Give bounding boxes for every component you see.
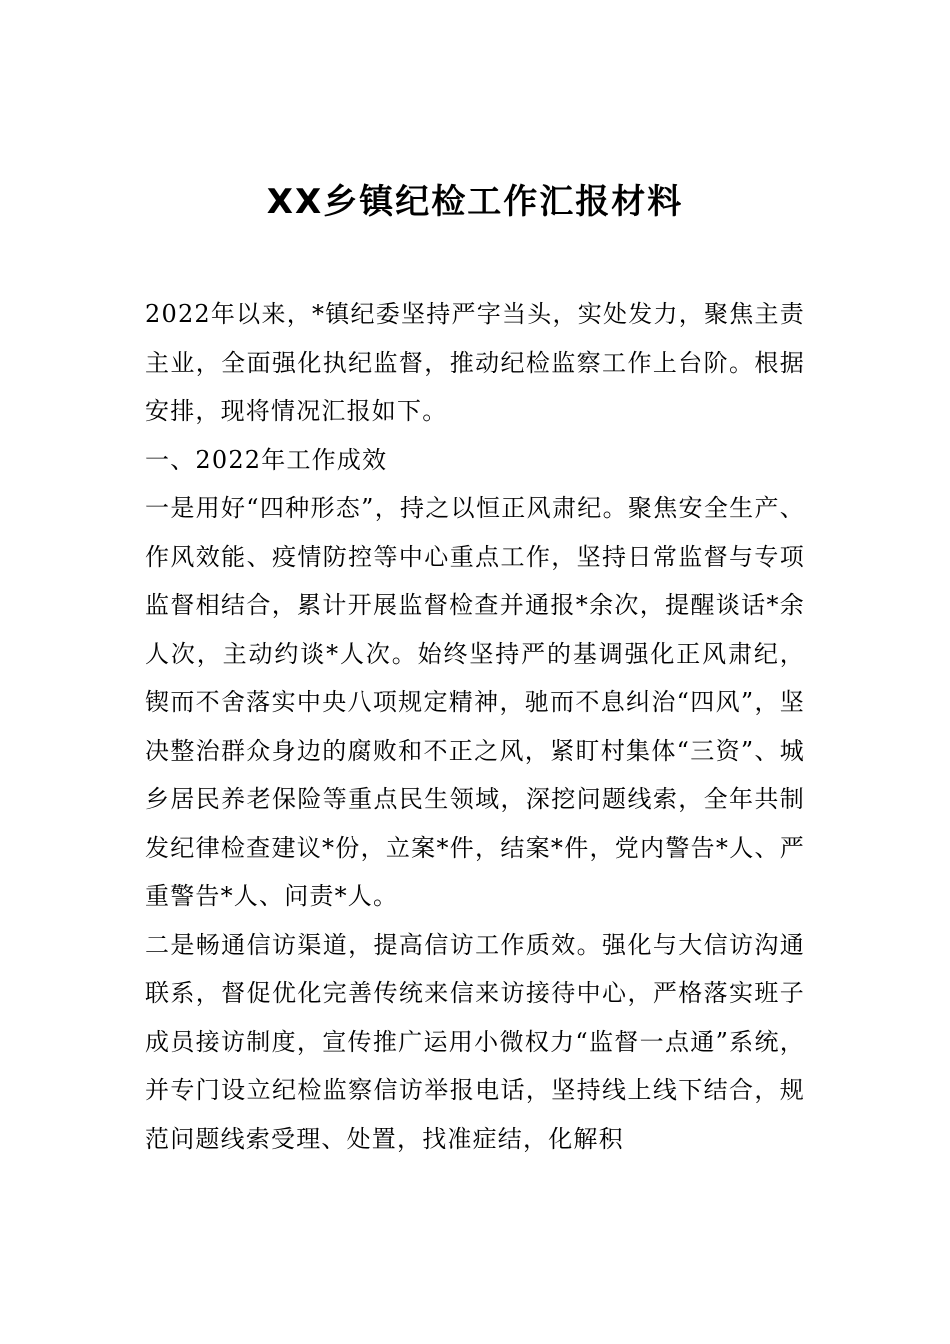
body-paragraph: 一是用好“四种形态”，持之以恒正风肃纪。聚焦安全生产、作风效能、疫情防控等中心重点工作，坚持日常监督与专项监督相结合，累计开展监督检查并通报*余次，提醒谈话*余人次，主动约谈*人次。始终坚持严的基调强化正风肃纪，锲而不舍落实中央八项规定精神，驰而不息纠治“四风”，坚决整治群众身边的腐败和不正之风，紧盯村集体“三资”、城乡居民养老保险等重点民生领域，深挖问题线索，全年共制发纪律检查建议*份，立案*件，结案*件，党内警告*人、严重警告*人、问责*人。: [145, 494, 805, 910]
body-paragraph: 二是畅通信访渠道，提高信访工作质效。强化与大信访沟通联系，督促优化完善传统来信来访接待中心，严格落实班子成员接访制度，宣传推广运用小微权力“监督一点通”系统，并专门设立纪检监察信访举报电话，坚持线上线下结合，规范问题线索受理、处置，找准症结，化解积: [145, 930, 805, 1153]
document-body: [145, 290, 805, 1163]
section-heading: 一、2022年工作成效: [145, 445, 388, 474]
intro-paragraph: 2022年以来，*镇纪委坚持严字当头，实处发力，聚焦主责主业，全面强化执纪监督，推动纪检监察工作上台阶。根据安排，现将情况汇报如下。: [145, 300, 805, 425]
document-title: XX乡镇纪检工作汇报材料: [266, 181, 684, 222]
